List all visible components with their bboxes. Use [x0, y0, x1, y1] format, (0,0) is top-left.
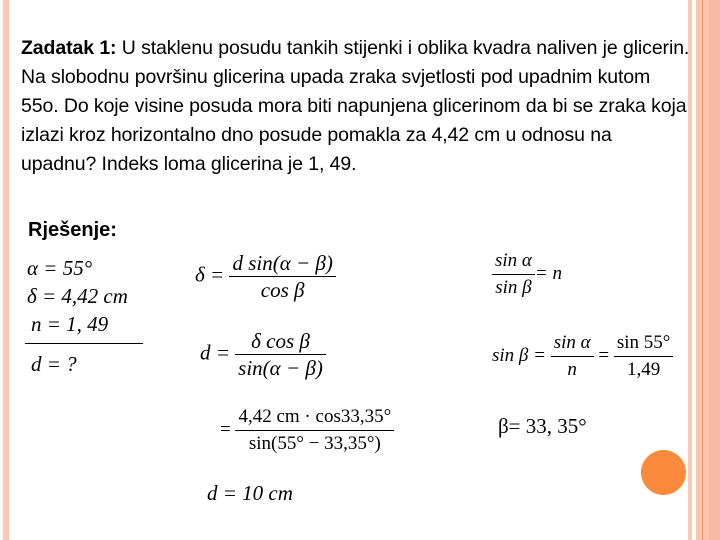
formula-equals: = — [598, 344, 610, 366]
solution-title: Rješenje: — [28, 219, 117, 241]
formula-lhs: δ = — [195, 262, 225, 287]
formula-numerator: sin 55° — [614, 330, 674, 357]
unknown-d: d = ? — [31, 352, 77, 376]
given-n: n = 1, 49 — [31, 312, 109, 336]
formula-numerator: sin α — [492, 248, 535, 275]
formula-denominator: sin(α − β) — [238, 356, 323, 380]
result-d: d = 10 cm — [207, 481, 293, 505]
formula-denominator: sin β — [495, 277, 532, 298]
formula-numerator: δ cos β — [235, 328, 326, 355]
formula-substitution — [220, 404, 394, 457]
beta-result: β= 33, 35° — [498, 414, 587, 438]
left-border-stripe — [3, 0, 9, 540]
formula-lhs: = — [220, 418, 231, 440]
formula-lhs: sin β = — [492, 344, 546, 366]
given-delta: δ = 4,42 cm — [27, 284, 128, 308]
formula-d — [200, 328, 326, 381]
formula-denominator: n — [567, 359, 577, 380]
formula-numerator: sin α — [551, 330, 594, 357]
sin-beta-formula — [492, 330, 673, 383]
formula-denominator: 1,49 — [626, 359, 661, 380]
formula-denominator: sin(55° − 33,35°) — [248, 433, 381, 454]
given-divider — [25, 343, 143, 344]
formula-denominator: cos β — [260, 278, 305, 302]
formula-lhs: d = — [200, 340, 230, 365]
formula-numerator: 4,42 cm · cos33,35° — [235, 404, 394, 431]
right-border-stripe — [709, 0, 720, 540]
given-alpha: α = 55° — [27, 256, 93, 280]
decorative-orange-circle — [641, 450, 686, 495]
problem-statement — [21, 34, 691, 179]
snell-law — [492, 248, 562, 301]
problem-label: Zadatak 1: — [21, 37, 117, 59]
problem-text: U staklenu posudu tankih stijenki i oblika kvadra naliven je glicerin. Na slobodnu površinu glicerina upada zraka svjetlosti pod upadnim kutom 55o. Do koje visine posuda mora biti napunjena glicerinom da bi se zraka koja izlazi kroz horizontalno dno posude pomakla za 4,42 cm u odnosu na upadnu? Indeks loma glicerina je 1, 49. — [21, 37, 690, 175]
formula-numerator: d sin(α − β) — [229, 250, 335, 277]
formula-rhs: = n — [534, 262, 562, 284]
formula-delta — [195, 250, 336, 303]
